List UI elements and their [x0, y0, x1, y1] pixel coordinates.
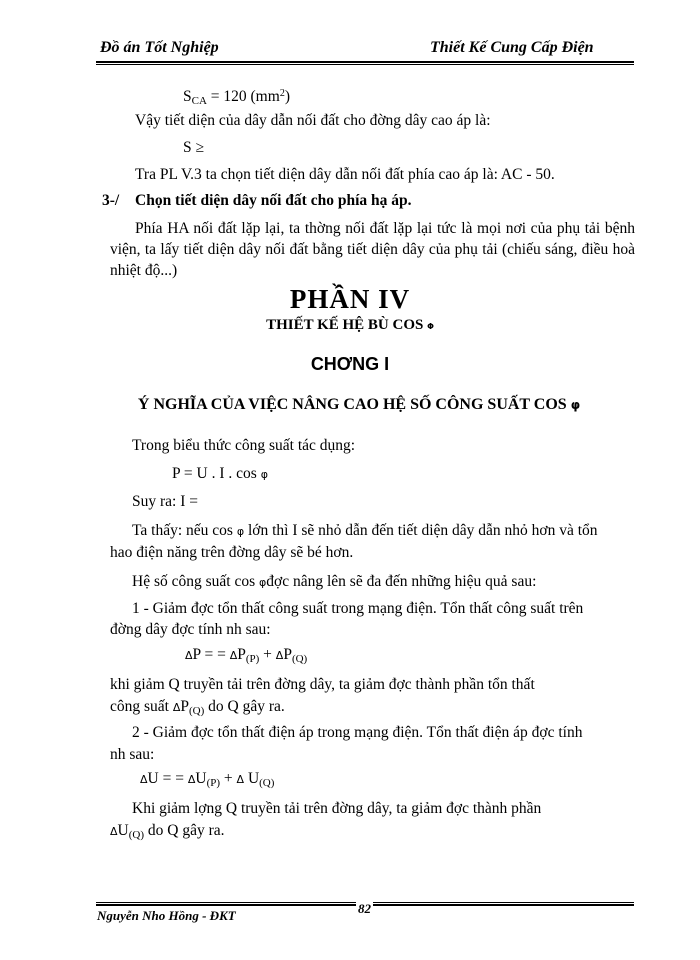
page-number: 82 — [358, 901, 371, 916]
delta-u-formula: ΔU = = $\Delta U_{(P)} + \Delta$ $U_{(Q)}$ — [140, 770, 275, 789]
chapter-title: CHƠNG I — [310, 354, 390, 374]
item-2-line1: 2 - Giảm đợc tổn thất điện áp trong mạng điện. Tổn thất điện áp đợc tính — [132, 724, 583, 741]
khi-1-line2: công suất $\Delta P_{(Q)}$ do Q gây ra. — [110, 698, 285, 717]
item-2-line2: nh sau: — [110, 746, 155, 763]
khi-2-line1: Khi giảm lợng Q truyền tải trên đờng dây, ta giảm đợc thành phần — [132, 800, 542, 817]
section-heading: Ý NGHĨA CỦA VIỆC NÂNG CAO HỆ SỐ CÔNG SUẤT COS φ — [137, 396, 581, 413]
item-1-line2: đờng dây đợc tính nh sau: — [110, 621, 271, 638]
item-1-line1: 1 - Giảm đợc tổn thất công suất trong mạng điện. Tổn thất công suất trên — [132, 600, 584, 617]
line-suy-ra: Suy ra: I = — [132, 493, 198, 510]
header-right: Thiết Kế Cung Cấp Điện — [430, 39, 594, 56]
header-left: Đồ án Tốt Nghiệp — [100, 39, 219, 56]
s-ge-formula: S ≥ — [183, 139, 205, 156]
khi-2-line2: $\Delta U_{(Q)}$ do Q gây ra. — [110, 822, 225, 841]
para-ta-line2: hao điện năng trên đờng dây sẽ bé hơn. — [110, 544, 354, 561]
section-3-number: 3-/ — [102, 192, 120, 209]
header-rule — [96, 61, 634, 63]
line-tra: Tra PL V.3 ta chọn tiết diện dây dẫn nối đất phía cao áp là: AC - 50. — [135, 166, 555, 183]
part-subtitle: THIẾT KẾ HỆ BÙ COS φ — [266, 317, 434, 333]
line-vay: Vậy tiết diện của dây dẫn nối đất cho đờng dây cao áp là: — [135, 112, 491, 129]
line-trong: Trong biểu thức công suất tác dụng: — [132, 437, 356, 454]
formula-p: P = U . I . cos φ — [172, 465, 268, 482]
header-rule-thin — [96, 64, 634, 65]
part-title: PHẦN IV — [289, 284, 411, 314]
footer-author: Nguyễn Nho Hồng - ĐKT — [97, 908, 236, 923]
paragraph-ha: Phía HA nối đất lặp lại, ta thờng nối đất lặp lại tức là mọi nơi của phụ tải bệnh viện, ta lấy tiết diện dây nối đất bằng tiết diện dây của phụ tải (chiếu sáng, điều hoà nhiệt độ...) — [110, 220, 635, 279]
delta-p-formula: ΔP = = $\Delta P_{(P)} + \Delta P_{(Q)}$ — [185, 646, 308, 665]
line-heso: Hệ số công suất cos φđợc nâng lên sẽ đa đến những hiệu quả sau: — [132, 573, 537, 590]
para-ta-line1: Ta thấy: nếu cos φ lớn thì I sẽ nhỏ dẫn đến tiết diện dây dẫn nhỏ hơn và tổn — [132, 522, 598, 539]
sca-formula: $S_{CA} = 120$ $(mm^2)$ — [183, 88, 290, 107]
section-3-title: Chọn tiết diện dây nối đất cho phía hạ áp. — [135, 192, 412, 209]
khi-1-line1: khi giảm Q truyền tải trên đờng dây, ta giảm đợc thành phần tổn thất — [110, 676, 535, 693]
